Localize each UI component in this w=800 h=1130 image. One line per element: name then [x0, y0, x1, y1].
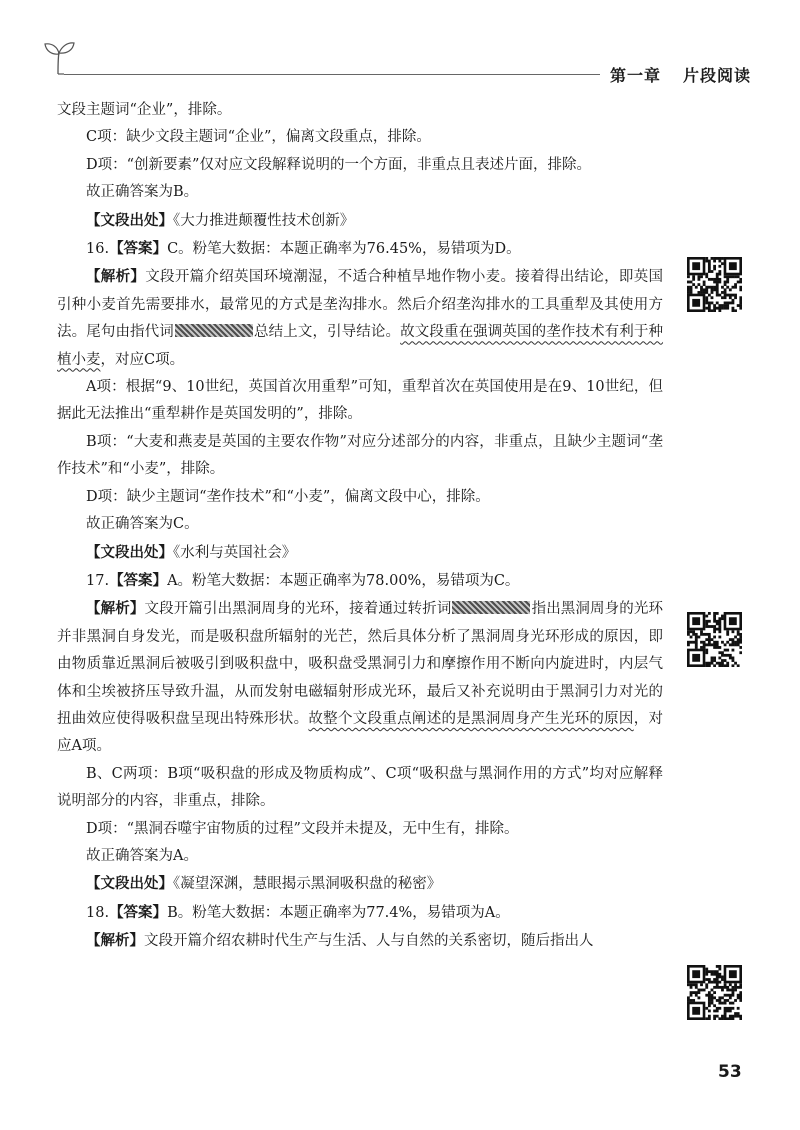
analysis-text: ，对应C项。 [100, 351, 185, 368]
source-title: 《大力推进颠覆性技术创新》 [173, 212, 355, 229]
section-label: 片段阅读 [683, 66, 752, 85]
analysis-paragraph [57, 263, 663, 374]
redacted-word [175, 324, 253, 337]
paragraph: 故正确答案为C。 [86, 516, 199, 533]
paragraph: D项：“创新要素”仅对应文段解释说明的一个方面，非重点且表述片面，排除。 [86, 156, 591, 173]
answer-text: B。粉笔大数据：本题正确率为77.4%，易错项为A。 [167, 904, 510, 921]
answer-text: C。粉笔大数据：本题正确率为76.45%，易错项为D。 [167, 241, 521, 258]
page-header [0, 0, 800, 90]
page-number: 53 [718, 1062, 742, 1082]
source-line [57, 870, 663, 898]
paragraph: B项：“大麦和燕麦是英国的主要农作物”对应分述部分的内容，非重点，且缺少主题词“垄作技术”和“小麦”，排除。 [57, 433, 664, 478]
header-rule [64, 74, 599, 75]
analysis-tag: 【解析】 [86, 600, 145, 618]
qr-code-icon[interactable] [687, 257, 742, 312]
paragraph: 故正确答案为B。 [86, 184, 199, 201]
header-rule-dashed [540, 74, 600, 75]
source-line [57, 539, 663, 567]
paragraph: B、C两项：B项“吸积盘的形成及物质构成”、C项“吸积盘与黑洞作用的方式”均对应解释说明部分的内容，非重点，排除。 [57, 765, 663, 810]
paragraph: A项：根据“9、10世纪，英国首次用重犁”可知，重犁首次在英国使用是在9、10世纪，但据此无法推出“重犁耕作是英国发明的”，排除。 [57, 379, 663, 423]
source-tag: 【文段出处】 [86, 875, 173, 893]
question-number: 18. [86, 904, 110, 921]
paragraph: 故正确答案为A。 [86, 847, 198, 864]
answer-tag: 【答案】 [109, 571, 168, 589]
chapter-title [610, 63, 751, 86]
analysis-text: ，对应A项。 [57, 710, 664, 755]
analysis-text: 文段开篇介绍农耕时代生产与生活、人与自然的关系密切，随后指出人 [144, 933, 594, 950]
analysis-tag: 【解析】 [86, 268, 146, 286]
analysis-paragraph [57, 927, 663, 955]
question-number: 16. [86, 241, 110, 258]
source-title: 《凝望深渊，慧眼揭示黑洞吸积盘的秘密》 [173, 876, 442, 893]
analysis-text: 文段开篇介绍英国环境潮湿，不适合种植旱地作物小麦。接着得出结论，即英国引种小麦首先需要排水，最常见的方式是垄沟排水。然后介绍垄沟排水的工具重犁及其使用方法。尾句由指代词 [57, 269, 664, 341]
redacted-word [452, 601, 530, 614]
answer-line [57, 235, 663, 263]
answer-line [57, 567, 663, 595]
question-number: 17. [86, 572, 110, 589]
page-body [57, 97, 663, 956]
paragraph: D项：缺少主题词“垄作技术”和“小麦”，偏离文段中心，排除。 [86, 488, 490, 505]
source-tag: 【文段出处】 [86, 211, 173, 229]
key-sentence: 故整个文段重点阐述的是黑洞周身产生光环的原因 [308, 710, 634, 727]
paragraph: 文段主题词“企业”，排除。 [57, 102, 232, 118]
source-title: 《水利与英国社会》 [173, 544, 297, 561]
source-line [57, 207, 663, 235]
key-sentence: 故文段重在强调英国的垄作技术有利于种植小麦 [57, 324, 664, 368]
source-tag: 【文段出处】 [86, 543, 173, 561]
paragraph: D项：“黑洞吞噬宇宙物质的过程”文段并未提及，无中生有，排除。 [86, 820, 519, 837]
analysis-paragraph [57, 595, 663, 760]
answer-tag: 【答案】 [109, 240, 168, 258]
analysis-text: 总结上文，引导结论。 [253, 324, 401, 341]
leaf-icon [42, 40, 76, 76]
answer-tag: 【答案】 [109, 903, 168, 921]
analysis-tag: 【解析】 [86, 932, 144, 950]
paragraph: C项：缺少文段主题词“企业”，偏离文段重点，排除。 [86, 129, 431, 146]
analysis-text: 文段开篇引出黑洞周身的光环，接着通过转折词 [144, 601, 452, 618]
answer-line [57, 899, 663, 927]
analysis-text: 指出黑洞周身的光环并非黑洞自身发光，而是吸积盘所辐射的光芒，然后具体分析了黑洞周身光环形成的原因，即由物质靠近黑洞后被吸引到吸积盘中，吸积盘受黑洞引力和摩擦作用不断向内旋进时，内层气体和尘埃被挤压导致升温，从而发射电磁辐射形成光环，最后又补充说明由于黑洞引力对光的扭曲效应使得吸积盘呈现出特殊形状。 [57, 601, 664, 727]
chapter-label: 第一章 [610, 66, 662, 85]
answer-text: A。粉笔大数据：本题正确率为78.00%，易错项为C。 [167, 572, 520, 589]
qr-code-icon[interactable] [687, 965, 742, 1020]
qr-code-icon[interactable] [687, 612, 742, 667]
